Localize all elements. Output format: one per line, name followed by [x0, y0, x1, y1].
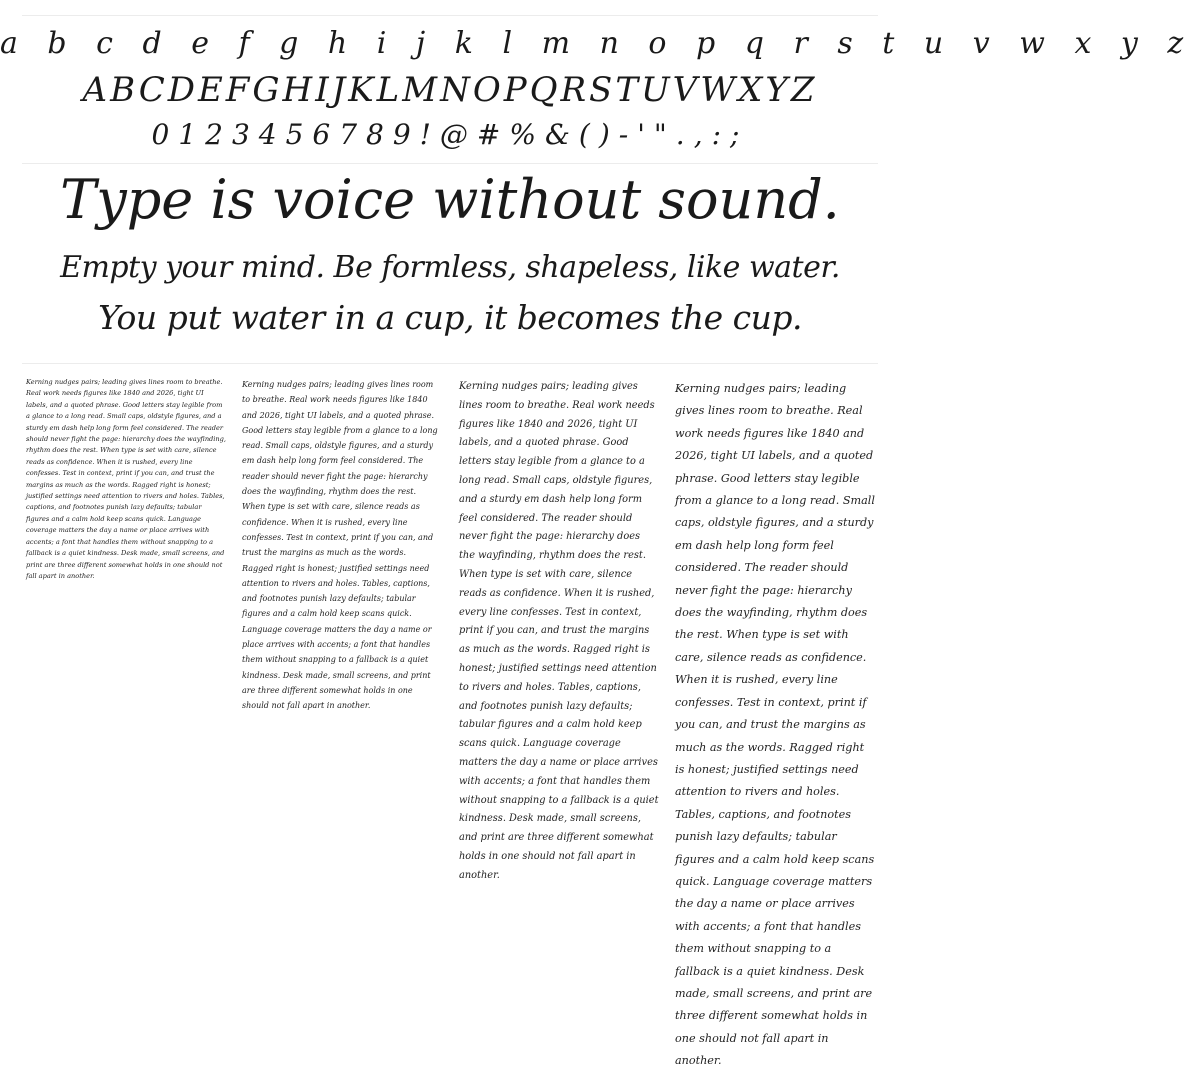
display-headline: Type is voice without sound. — [60, 168, 840, 231]
paragraph-sample-small: Kerning nudges pairs; leading gives lines room to breathe. Real work needs figures like 1840 and 2026, tight UI labels, and a quoted phrase. Good letters stay legible from a glance to a long read. Small caps, oldstyle figures, and a sturdy em dash help long form feel considered. The reader should never fight the page: hierarchy does the wayfinding, rhythm does the rest. When type is set with care, silence reads as confidence. When it is rushed, every line confesses. Test in context, print if you can, and trust the margins as much as the words. Ragged right is honest; justified settings need attention to rivers and holes. Tables, captions, and footnotes punish lazy defaults; tabular figures and a calm hold keep scans quick. Language coverage matters the day a name or place arrives with accents; a font that handles them without snapping to a fallback is a quiet kindness. Desk made, small screens, and print are three different somewhat holds in one should not fall apart in another. — [26, 378, 226, 580]
display-quote-line-1: Empty your mind. Be formless, shapeless, like water. — [60, 250, 840, 285]
display-quote-line-2: You put water in a cup, it becomes the cup. — [98, 298, 802, 337]
uppercase-glyph-row: ABCDEFGHIJKLMNOPQRSTUVWXYZ — [82, 70, 818, 110]
display-section-divider — [22, 363, 878, 364]
glyph-section-divider — [22, 163, 878, 164]
paragraph-sample-large: Kerning nudges pairs; leading gives lines room to breathe. Real work needs figures like 1840 and 2026, tight UI labels, and a quoted phrase. Good letters stay legible from a glance to a long read. Small caps, oldstyle figures, and a sturdy em dash help long form feel considered. The reader should never fight the page: hierarchy does the wayfinding, rhythm does the rest. When type is set with care, silence reads as confidence. When it is rushed, every line confesses. Test in context, print if you can, and trust the margins as much as the words. Ragged right is honest; justified settings need attention to rivers and holes. Tables, captions, and footnotes punish lazy defaults; tabular figures and a calm hold keep scans quick. Language coverage matters the day a name or place arrives with accents; a font that handles them without snapping to a fallback is a quiet kindness. Desk made, small screens, and print are three different somewhat holds in one should not fall apart in another. — [459, 381, 659, 881]
paragraph-sample-xlarge: Kerning nudges pairs; leading gives lines room to breathe. Real work needs figures like 1840 and 2026, tight UI labels, and a quoted phrase. Good letters stay legible from a glance to a long read. Small caps, oldstyle figures, and a sturdy em dash help long form feel considered. The reader should never fight the page: hierarchy does the wayfinding, rhythm does the rest. When type is set with care, silence reads as confidence. When it is rushed, every line confesses. Test in context, print if you can, and trust the margins as much as the words. Ragged right is honest; justified settings need attention to rivers and holes. Tables, captions, and footnotes punish lazy defaults; tabular figures and a calm hold keep scans quick. Language coverage matters the day a name or place arrives with accents; a font that handles them without snapping to a fallback is a quiet kindness. Desk made, small screens, and print are three different somewhat holds in one should not fall apart in another. — [675, 382, 875, 1068]
figures-punctuation-row: 0123456789!@#%&()-'".,:; — [151, 118, 749, 151]
paragraph-sample-medium: Kerning nudges pairs; leading gives lines room to breathe. Real work needs figures like 1840 and 2026, tight UI labels, and a quoted phrase. Good letters stay legible from a glance to a long read. Small caps, oldstyle figures, and a sturdy em dash help long form feel considered. The reader should never fight the page: hierarchy does the wayfinding, rhythm does the rest. When type is set with care, silence reads as confidence. When it is rushed, every line confesses. Test in context, print if you can, and trust the margins as much as the words. Ragged right is honest; justified settings need attention to rivers and holes. Tables, captions, and footnotes punish lazy defaults; tabular figures and a calm hold keep scans quick. Language coverage matters the day a name or place arrives with accents; a font that handles them without snapping to a fallback is a quiet kindness. Desk made, small screens, and print are three different somewhat holds in one should not fall apart in another. — [242, 380, 438, 711]
lowercase-glyph-row: a b c d e f g h i j k l m n o p q r s t u v w x y z — [0, 26, 1193, 61]
top-divider — [22, 15, 878, 16]
